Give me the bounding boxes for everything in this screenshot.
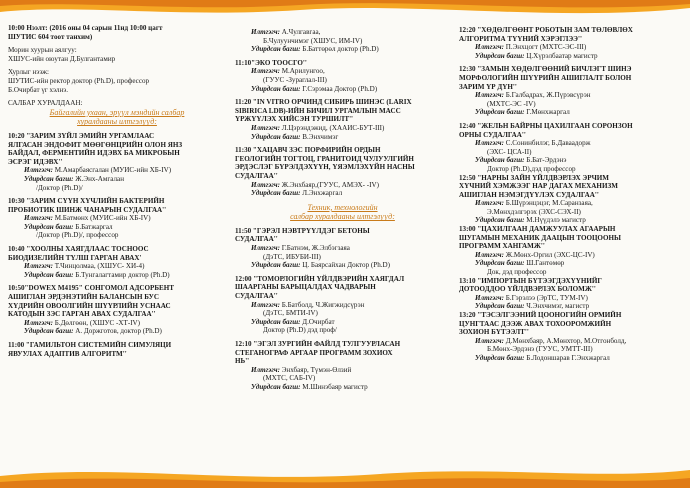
program-line: (МХТС-ЭС -IV) (487, 99, 536, 108)
talk-title-line: ЯЛГАСАН ЭНДОФИТ МӨӨГӨНЦРИЙН ОЛОН ЯНЗ (8, 140, 183, 149)
talk-title-line: СУДАЛГАА'' (235, 235, 278, 244)
talk-title-line: АШИГЛАН НЭМЭГДҮҮЛЭХ СУДАЛГАА'' (459, 190, 599, 199)
section-heading: хуралдааны илтгэлүүд: (77, 117, 157, 127)
program-line: (ГУУС -Зураглал-III) (263, 75, 327, 84)
talk-title-line: 13:10 "ИМПОРТЫН БҮТЭЭГДЭХҮҮНИЙГ (459, 276, 602, 285)
program-line: Удирдсан багш: М.Шинэбаяр магистр (251, 382, 368, 391)
program-line: Б.Очирбат үг хэлнэ. (8, 85, 69, 94)
program-line: Морин хуурын аялгуу: (8, 46, 77, 55)
program-line: Илтгэгч: Б.Батболд, Ч.Жигжидсүрэн (251, 300, 365, 309)
talk-title-line: 11:30 "ХАЦАВЧ ЗЭС ПОРФИРИЙН ОРДЫН (235, 146, 381, 155)
talk-title-line: ЭРДЭСЛЭГ БҮРЭЛДЭХҮҮН, ҮЯЭМЛЭХҮЙН НАСНЫ (235, 163, 415, 172)
program-line: Удирдсан багш: Л.Энхжаргал (251, 189, 343, 198)
talk-title-line: ХҮДРИЙН ОВООЛГИЙН ШҮҮРЛИЙН УСНААС (8, 301, 171, 310)
talk-title-line: ХҮЧНИЙ ХЭМЖЭЭГ НАР ДАГАХ МЕХАНИЗМ (459, 182, 618, 191)
talk-title-line: 13:00 "ЦАХИЛГААН ДАМЖУУЛАХ АГААРЫН (459, 225, 616, 234)
bottom-wave-decoration (0, 454, 690, 488)
talk-title-line: ШУТИС 604 тоот танхим) (8, 32, 93, 41)
program-line: Удирдсан багш: Ц. Баярсайхан Доктор (Ph.D) (251, 261, 391, 270)
program-line: (ЭХС- ЦСА-II) (487, 147, 532, 156)
program-line: Удирдсан багш: Ш.Гантөмөр (475, 259, 565, 268)
program-line: Удирдсан багш: Д.Очирбат (251, 317, 335, 326)
program-line: Доктор (Ph.D),дэд профессор (487, 164, 576, 173)
program-line: Илтгэгч: Б.Гэрэлээ (ЭрТС, ТУМ-IV) (475, 293, 588, 302)
program-line: Илтгэгч: Ж.Мөнх-Оргил (ЭХС-ЦС-IV) (475, 250, 595, 259)
program-line: Удирдсан багш: Г.Мөнхжаргал (475, 108, 570, 117)
talk-title-line: ОРНЫ СУДАЛГАА'' (459, 130, 526, 139)
program-line: Илтгэгч: Т.Чинцолмаа, (ХШУС- ХИ-4) (24, 262, 145, 271)
program-line: ШУТИС-ийн ректор доктор (Ph.D), профессор (8, 76, 150, 85)
talk-title-line: 10:30 "ЗАРИМ СҮҮН ХҮЧЛИЙН БАКТЕРИЙН (8, 197, 165, 206)
program-line: Илтгэгч: Б.Галбадрах, Ж.Пүрэвсүрэн (475, 91, 591, 100)
program-line: Хурлыг нээж: (8, 68, 49, 77)
talk-title-line: 10:20 "ЗАРИМ ЗҮЙЛ ЭМИЙН УРГАМЛААС (8, 131, 155, 140)
program-line: Илтгэгч: Ж.Энхбаяр,(ГУУС, АМЭХ- -IV) (251, 180, 379, 189)
talk-title-line: ЗОХИОН БҮТЭЭЛТ'' (459, 328, 529, 337)
program-line: (ДэТС, БМТИ-IV) (263, 309, 318, 318)
program-line: Удирдсан багш: Ж.Энх-Амгалан (24, 174, 124, 183)
talk-title-line: ШААРГАНЫ БАРЫЦАЛДАХ ЧАДВАРЫН (235, 283, 376, 292)
program-line: Удирдсан багш: Б.Тунгалагтамир доктор (Ph.D) (24, 270, 170, 279)
program-line: Доктор (Ph.D) дэд проф/ (263, 326, 337, 335)
program-line: Илтгэгч: Д.Мөнхбаяр, А.Мөнхтор, М.Отгонболд, (475, 336, 627, 345)
talk-title-line: 12:20 "ХӨДӨЛГӨӨНТ РОБОТЫН ЗАМ ТӨЛӨВЛӨХ (459, 26, 633, 34)
talk-title-line: ЗАРИМ ҮР ДҮН'' (459, 82, 517, 91)
program-line: Б.Мөнх-Эрдэнэ (ГУУС, УМТТ-III) (487, 345, 593, 354)
program-line: Удирдсан багш: Б.Батжаргал (24, 222, 113, 231)
program-line: Удирдсан багш: Б.Лодоншарав Г.Энхжаргал (475, 353, 610, 362)
program-line: Илтгэгч: Г.Батнэм, Ж.Элбэгзаяа (251, 244, 350, 253)
program-line: Удирдсан багш: В.Энхчимэг (251, 132, 339, 141)
talk-title-line: АЛГОРИТМА ТҮҮНИЙ ХЭРЭГЛЭЭ'' (459, 34, 582, 43)
talk-title-line: БАЙДАЛ, ФЕРМЕНТИЙН ИДЭВХ БА МИКРОБЫН (8, 149, 180, 158)
talk-title-line: СУДАЛГАА'' (235, 292, 278, 301)
section-heading: Техник, технологийн (307, 202, 378, 212)
section-heading: салбар хуралдааны илтгэлүүд: (290, 212, 395, 222)
program-line: Илтгэгч: А.Чулгавгаа, (251, 28, 321, 36)
program-line: Илтгэгч: С.Сонинбилэг, Б.Даваадорж (475, 139, 591, 148)
program-line: (ДэТС, ИБУБИ-III) (263, 252, 321, 261)
program-line: Илтгэгч: П.Энхцогт (МХТС-ЭС-III) (475, 43, 587, 52)
talk-title-line: 12:40 "ЖЕЛЬН БАЙРНЫ ЦАХИЛГААН СОРОНЗОН (459, 121, 633, 130)
program-line: Удирдсан багш: Б.Бат-Эрдэнэ (475, 156, 567, 165)
program-line: Илтгэгч: М.Арилунгоо, (251, 67, 325, 76)
program-line: Илтгэгч: Энхбаяр, Түмэн-Өлзий (251, 365, 352, 374)
talk-title-line: СУДАЛГАА'' (235, 171, 278, 180)
program-line: Илтгэгч: М.Батмөнх (МУИС-ийн ХБ-IV) (24, 214, 151, 223)
column-middle (235, 28, 450, 392)
program-line: Удирдсан багш: А. Доржготов, доктор (Ph.D) (24, 327, 162, 336)
program-line: Илтгэгч: Б.Дөлгөөн, (ХШУС -ХТ-IV) (24, 318, 141, 327)
talk-title-line: ГЕОЛОГИЙН ТОГТОЦ, ГРАНИТОИД ЧУЛУУЛГИЙН (235, 154, 414, 163)
program-line: Удирдсан багш: Г.Сэрэмаа Доктор (Ph.D) (251, 84, 378, 93)
program-line: /Доктор (Ph.D)/, профессор (36, 231, 119, 240)
talk-title-line: ПРОБИОТИК ШИНЖ ЧАНАРЫН СУДАЛГАА'' (8, 205, 167, 214)
program-line: Док, дэд профессор (487, 268, 547, 277)
talk-title-line: БИОДИЗЕЛИЙН ТҮЛШ ГАРГАН АВАХ' (8, 253, 142, 262)
program-line: Удирдсан багш: Ц.Хүрэлбаатар магистр (475, 51, 598, 60)
talk-title-line: НЬ'' (235, 357, 250, 366)
program-line: Удирдсан багш: Б.Баттөрөл доктор (Ph.D) (251, 45, 379, 54)
talk-title-line: 11:00 "ГАМИЛЬТОН СИСТЕМИЙН СИМУЛЯЦИ (8, 341, 172, 349)
column-left (8, 24, 226, 358)
talk-title-line: 12:30 "ЗАМЫН ХӨДӨЛГӨӨНИЙ БИЧЛЭГТ ШИНЭ (459, 65, 632, 74)
program-line: САЛБАР ХУРАЛДААН: (8, 99, 83, 108)
program-line: (МХТС, САБ-IV) (263, 374, 316, 383)
talk-title-line: 11:50 "ГЭРЭЛ НЭВТРҮҮЛДЭГ БЕТОНЫ (235, 226, 370, 235)
talk-title-line: ДОТООДДОО ҮЙЛДВЭРЛЭХ БОЛОМЖ'' (459, 285, 596, 294)
talk-title-line: ЯВУУЛАХ АДАПТИВ АЛГОРИТМ'' (8, 349, 127, 358)
program-line: /Доктор (Ph.D)/ (36, 183, 83, 192)
program-line: Илтгэгч: Б.Шүрэнцэцэг, М.Саранзаяа, (475, 199, 593, 208)
talk-title-line: ЭСРЭГ ИДЭВХ'' (8, 157, 63, 166)
talk-title-line: 10:40 "ХООЛНЫ ХАЯГДЛААС ТОСНООС (8, 245, 149, 254)
talk-title-line: 10:50"DOWEX M4195" СОНГОМОЛ АДСОРБЕНТ (8, 284, 175, 293)
talk-title-line: ШУГАМЫН МЕХАНИК ДААЦЫН ТООЦООНЫ (459, 233, 621, 242)
talk-title-line: 12:00 "ТОМОРЛОГИЙН ҮЙЛДВЭРИЙН ХАЯГДАЛ (235, 274, 405, 283)
column-right (459, 26, 684, 363)
talk-title-line: 10:00 Нээлт: (2016 оны 04 сарын 11нд 10:00 цагт (8, 24, 163, 32)
talk-title-line: 11:10"ЭКО ТООСГО'' (235, 58, 307, 67)
program-line: Удирдсан багш: М.Нүүдэлэ магистр (475, 216, 586, 225)
program-line: Э.Мөнхдэлгэрэх (ЭХС-СЭХ-II) (487, 207, 581, 216)
talk-title-line: 13:20 "ТЭСЭЛГЭЭНИЙ ЦООНОГИЙН ОРМИЙН (459, 311, 622, 319)
program-line: Удирдсан багш: Ч.Энхчимэг, магистр (475, 302, 590, 311)
talk-title-line: КАТОДЫН ЗЭС ГАРГАН АВАХ СУДАЛГАА'' (8, 310, 156, 319)
talk-title-line: СТЕГАНОГРАФ АРГААР ПРОГРАММ ЗОХИОХ (235, 348, 393, 357)
talk-title-line: АШИГЛАН ЭРДЭНЭТИЙН БАЛАНСЫН БУС (8, 293, 160, 302)
talk-title-line: ҮРЖҮҮЛЭХ ХИЙСЭН ТУРШИЛТ'' (235, 115, 354, 124)
program-line: Илтгэгч: Л.Цэрэндэжид, (ХААИС-БУТ-III) (251, 123, 385, 132)
program-line: Илтгэгч: М.Амарбаясгалан (МУИС-ийн ХБ-IV) (24, 166, 172, 175)
talk-title-line: ЦУНГТААС ДЭЭЖ АВАХ ТОХООРОМЖИЙН (459, 319, 612, 328)
section-heading: Байгалийн ухаан, эрүүл мэндийн салбар (49, 107, 185, 117)
talk-title-line: 11:20 "IN VITRO ОРЧИНД СИБИРЬ ШИНЭС (LARIX (235, 98, 412, 107)
talk-title-line: 12:10 "ЭГЭЛ ЗУРГИЙН ФАЙЛД ТУЛГУУРЛАСАН (235, 340, 401, 348)
talk-title-line: ПРОГРАММ ХАНГАМЖ'' (459, 242, 545, 251)
program-line: Б.Чулуунчимэг (ХШУС, ИМ-IV) (263, 36, 363, 45)
talk-title-line: МОРФОЛОГИЙН ШҮҮРИЙН АШИГЛАЛТ БОЛОН (459, 73, 632, 82)
program-line: ХШУС-ийн оюутан Д.Булгантамир (8, 54, 116, 63)
talk-title-line: SIBIRICA LDB)-ИЙН БИЧИЛ УРГАМЛЫН МАСС (235, 106, 401, 115)
talk-title-line: 12:50 "НАРНЫ ЗАЙН ҮЙЛДВЭРЛЭХ ЭРЧИМ (459, 173, 609, 182)
